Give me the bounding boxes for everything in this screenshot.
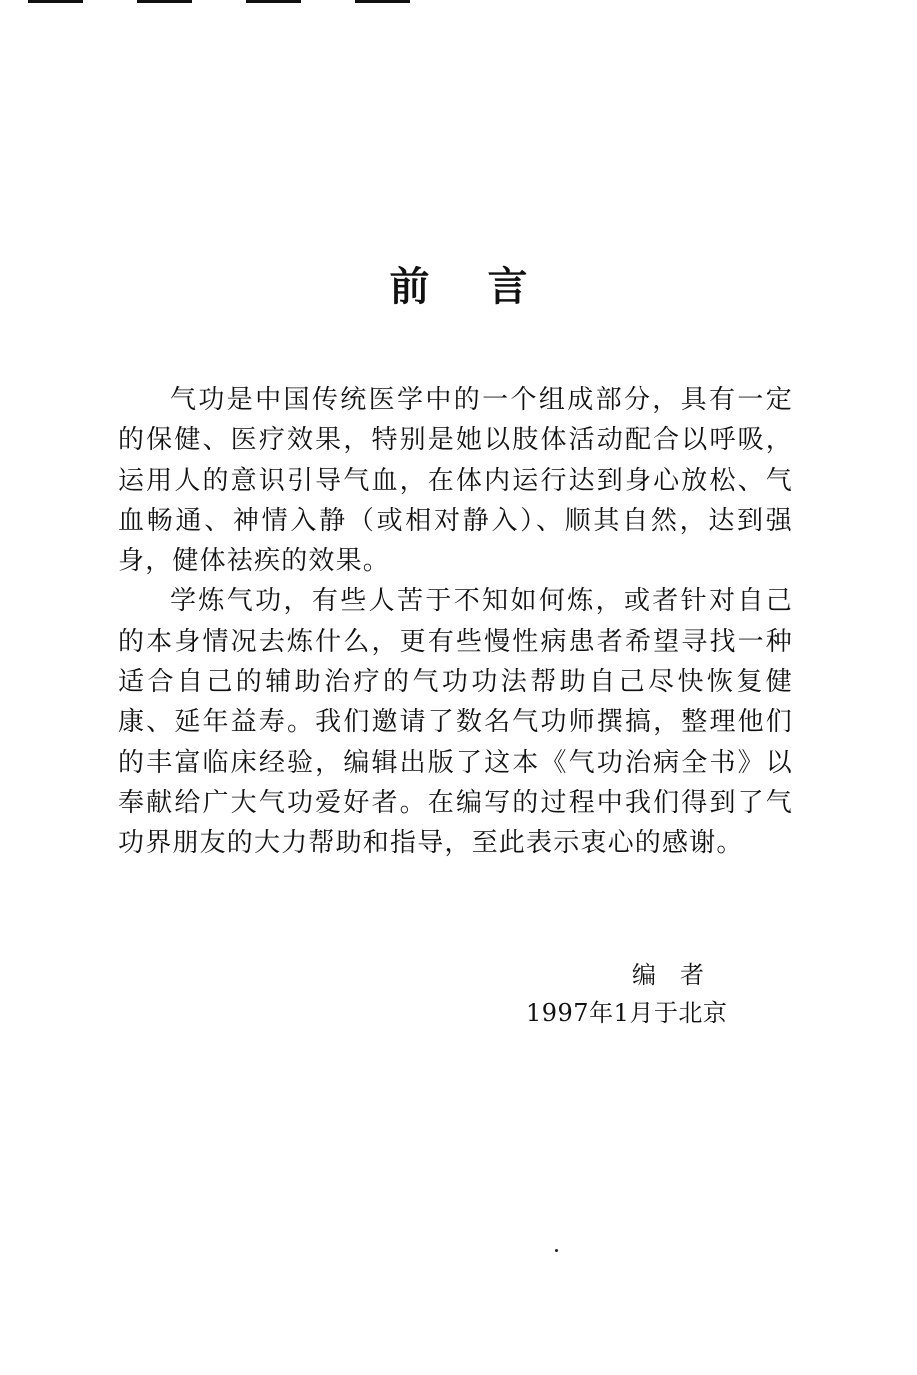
page-title: 前言 [389, 263, 586, 310]
top-rule-3 [246, 0, 301, 3]
date-line: 1997年1月于北京 [526, 999, 728, 1027]
signature: 编者 [632, 961, 728, 989]
top-rule-4 [355, 0, 410, 3]
scan-speck [555, 1249, 558, 1252]
preface-body [118, 380, 793, 864]
paragraph-2: 学炼气功，有些人苦于不知如何炼，或者针对自己的本身情况去炼什么，更有些慢性病患者希望寻找一种适合自己的辅助治疗的气功功法帮助自己尽快恢复健康、延年益寿。我们邀请了数名气功师撰搞，整理他们的丰富临床经验，编辑出版了这本《气功治病全书》以奉献给广大气功爱好者。在编写的过程中我们得到了气功界朋友的大力帮助和指导，至此表示衷心的感谢。 [118, 586, 793, 859]
top-rule-2 [137, 0, 192, 3]
top-rule-1 [28, 0, 83, 3]
paragraph-1: 气功是中国传统医学中的一个组成部分，具有一定的保健、医疗效果，特别是她以肢体活动配合以呼吸，运用人的意识引导气血，在体内运行达到身心放松、气血畅通、神情入静（或相对静入）、顺其自然，达到强身，健体祛疾的效果。 [118, 385, 793, 577]
